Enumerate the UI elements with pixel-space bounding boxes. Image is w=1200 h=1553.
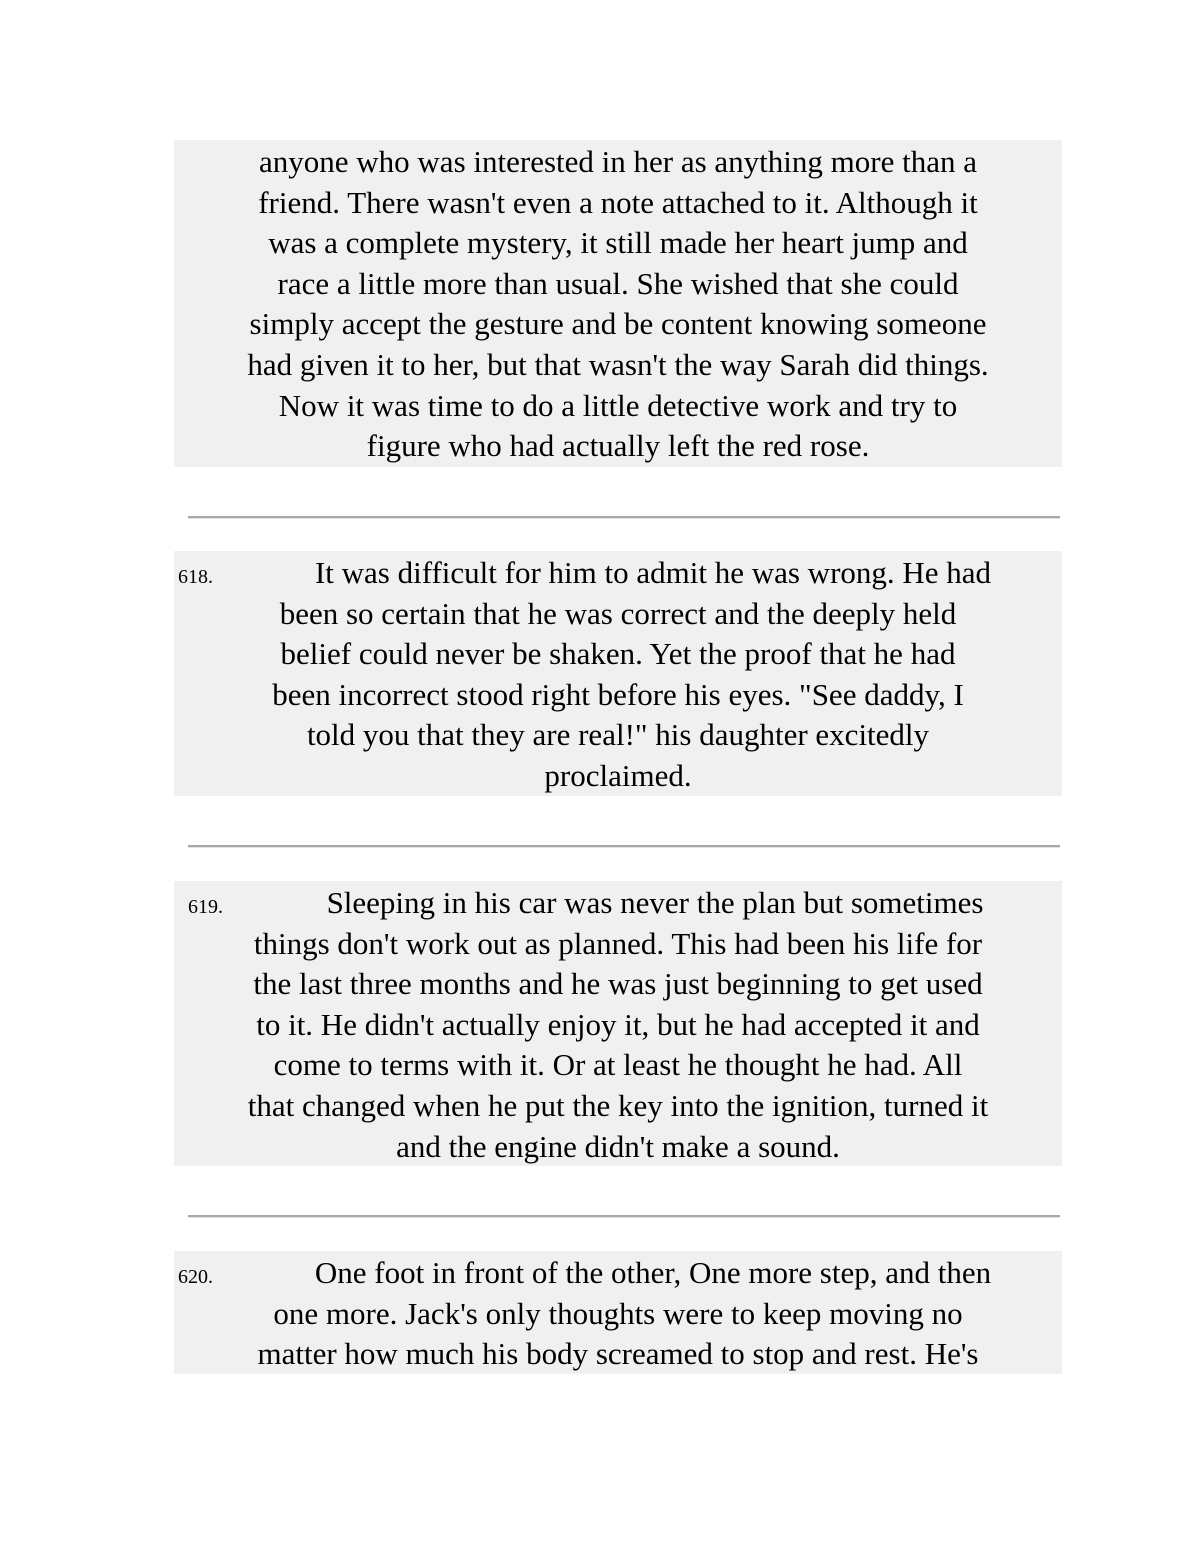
passage-line: the last three months and he was just beginning to get used bbox=[253, 966, 983, 1002]
passage-line: proclaimed. bbox=[544, 757, 692, 793]
passage-line: anyone who was interested in her as anything more than a bbox=[259, 144, 977, 179]
section-divider bbox=[188, 516, 1060, 519]
passage-line: that changed when he put the key into the ignition, turned it bbox=[247, 1087, 989, 1123]
passage-line: Sleeping in his car was never the plan but sometimes bbox=[326, 885, 984, 920]
passage-line: belief could never be shaken. Yet the proof that he had bbox=[280, 636, 956, 672]
passage-line: had given it to her, but that wasn't the way Sarah did things. bbox=[247, 346, 989, 382]
section-divider bbox=[188, 1215, 1060, 1218]
passage-line: to it. He didn't actually enjoy it, but he had accepted it and bbox=[256, 1006, 980, 1042]
passage-line: race a little more than usual. She wished that she could bbox=[277, 265, 959, 301]
passage-line: It was difficult for him to admit he was wrong. He had bbox=[314, 555, 992, 590]
passage-line: been incorrect stood right before his eyes. "See daddy, I bbox=[272, 676, 964, 712]
passage-line: figure who had actually left the red rose. bbox=[366, 428, 870, 464]
passage-line: one more. Jack's only thoughts were to keep moving no bbox=[273, 1295, 963, 1331]
passage-618 bbox=[174, 551, 1062, 796]
passage-line: come to terms with it. Or at least he thought he had. All bbox=[273, 1047, 963, 1083]
passage-line: told you that they are real!" his daughter excitedly bbox=[306, 717, 930, 753]
section-divider bbox=[188, 845, 1060, 848]
passage-number: 619. bbox=[188, 896, 223, 918]
passage-line: was a complete mystery, it still made her heart jump and bbox=[268, 225, 968, 261]
passage-line: been so certain that he was correct and the deeply held bbox=[279, 595, 957, 631]
passage-620 bbox=[174, 1251, 1062, 1374]
passage-617-continued bbox=[174, 140, 1062, 467]
passage-number: 620. bbox=[178, 1266, 213, 1288]
passage-number: 618. bbox=[178, 566, 213, 588]
passage-line: friend. There wasn't even a note attached to it. Although it bbox=[258, 184, 978, 220]
passage-line: and the engine didn't make a sound. bbox=[396, 1128, 840, 1164]
passage-line: simply accept the gesture and be content knowing someone bbox=[249, 306, 987, 342]
passage-line: One foot in front of the other, One more step, and then bbox=[314, 1255, 992, 1290]
passage-line: Now it was time to do a little detective work and try to bbox=[278, 387, 958, 423]
passage-line: matter how much his body screamed to stop and rest. He's bbox=[257, 1336, 979, 1372]
passage-619 bbox=[174, 881, 1062, 1166]
passage-line: things don't work out as planned. This had been his life for bbox=[253, 925, 983, 961]
